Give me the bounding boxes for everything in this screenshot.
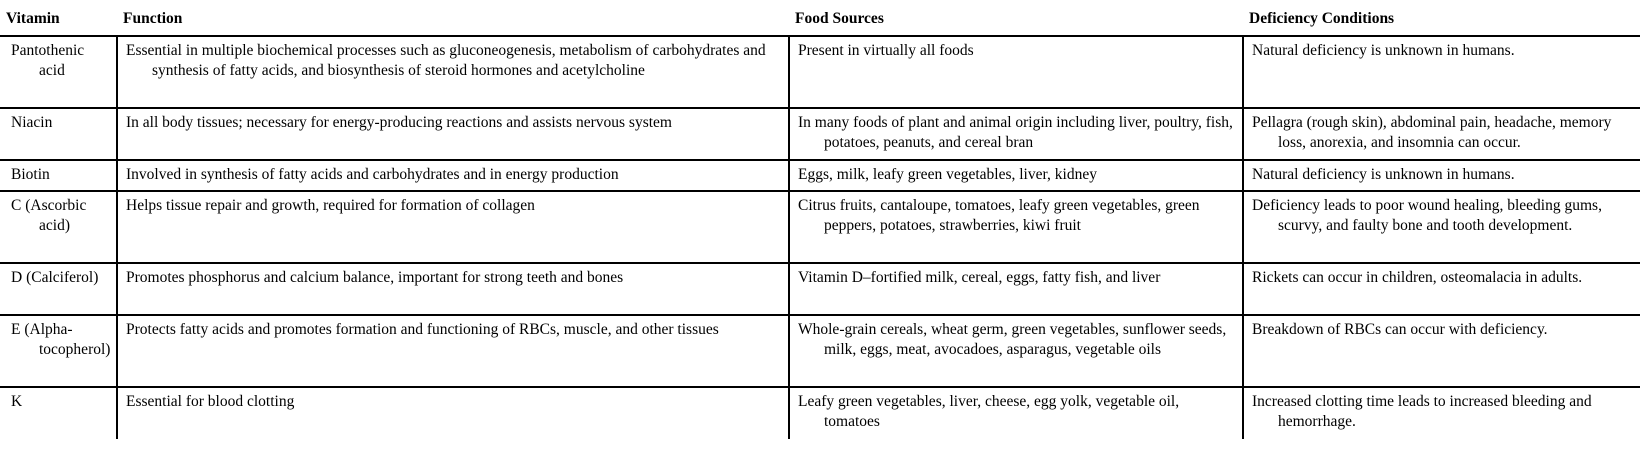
table-row [0, 315, 1640, 387]
cell-function [117, 36, 789, 108]
cell-deficiency [1243, 263, 1640, 315]
cell-vitamin [0, 160, 117, 191]
deficiency-text: Deficiency leads to poor wound healing, bleeding gums, scurvy, and faulty bone and tooth development. [1252, 197, 1602, 234]
cell-vitamin [0, 191, 117, 263]
deficiency-text: Rickets can occur in children, osteomalacia in adults. [1252, 269, 1583, 286]
cell-vitamin [0, 36, 117, 108]
food-sources-text: Whole-grain cereals, wheat germ, green vegetables, sunflower seeds, milk, eggs, meat, avocadoes, asparagus, vegetable oils [798, 321, 1227, 358]
deficiency-text: Natural deficiency is unknown in humans. [1252, 42, 1515, 59]
table-row [0, 36, 1640, 108]
cell-vitamin [0, 108, 117, 160]
cell-food-sources [789, 263, 1243, 315]
food-sources-text: Leafy green vegetables, liver, cheese, egg yolk, vegetable oil, tomatoes [798, 393, 1180, 430]
function-text: Essential in multiple biochemical processes such as gluconeogenesis, metabolism of carbohydrates and synthesis of fatty acids, and biosynthesis of steroid hormones and acetylcholine [126, 42, 766, 79]
food-sources-text: Present in virtually all foods [798, 42, 974, 59]
food-sources-text: Citrus fruits, cantaloupe, tomatoes, leafy green vegetables, green peppers, potatoes, strawberries, kiwi fruit [798, 197, 1200, 234]
cell-food-sources [789, 387, 1243, 439]
vitamin-name: D (Calciferol) [11, 269, 99, 286]
cell-function [117, 315, 789, 387]
deficiency-text: Pellagra (rough skin), abdominal pain, headache, memory loss, anorexia, and insomnia can occur. [1252, 114, 1612, 151]
cell-food-sources [789, 191, 1243, 263]
function-text: Promotes phosphorus and calcium balance, important for strong teeth and bones [126, 269, 624, 286]
cell-deficiency [1243, 315, 1640, 387]
food-sources-text: Eggs, milk, leafy green vegetables, liver, kidney [798, 166, 1097, 183]
table-row [0, 160, 1640, 191]
cell-deficiency [1243, 108, 1640, 160]
cell-vitamin [0, 387, 117, 439]
table-row [0, 263, 1640, 315]
vitamin-name: K [11, 393, 23, 410]
cell-deficiency [1243, 36, 1640, 108]
cell-function [117, 108, 789, 160]
function-text: In all body tissues; necessary for energy-producing reactions and assists nervous system [126, 114, 672, 131]
vitamin-name: Niacin [11, 114, 53, 131]
header-food-sources: Food Sources [789, 0, 1243, 36]
vitamin-name: E (Alpha-tocopherol) [11, 321, 111, 358]
header-function: Function [117, 0, 789, 36]
vitamin-name: Biotin [11, 166, 50, 183]
table-header-row [0, 0, 1640, 36]
cell-vitamin [0, 263, 117, 315]
function-text: Involved in synthesis of fatty acids and carbohydrates and in energy production [126, 166, 619, 183]
cell-function [117, 387, 789, 439]
cell-function [117, 160, 789, 191]
table-row [0, 108, 1640, 160]
cell-food-sources [789, 36, 1243, 108]
deficiency-text: Breakdown of RBCs can occur with deficiency. [1252, 321, 1548, 338]
vitamin-name: C (Ascorbic acid) [11, 197, 87, 234]
deficiency-text: Increased clotting time leads to increased bleeding and hemorrhage. [1252, 393, 1592, 430]
cell-function [117, 191, 789, 263]
cell-food-sources [789, 315, 1243, 387]
cell-function [117, 263, 789, 315]
deficiency-text: Natural deficiency is unknown in humans. [1252, 166, 1515, 183]
cell-food-sources [789, 160, 1243, 191]
cell-deficiency [1243, 191, 1640, 263]
function-text: Essential for blood clotting [126, 393, 295, 410]
cell-deficiency [1243, 160, 1640, 191]
vitamin-name: Pantothenic acid [11, 42, 85, 79]
function-text: Protects fatty acids and promotes formation and functioning of RBCs, muscle, and other tissues [126, 321, 719, 338]
food-sources-text: Vitamin D–fortified milk, cereal, eggs, fatty fish, and liver [798, 269, 1161, 286]
cell-vitamin [0, 315, 117, 387]
cell-deficiency [1243, 387, 1640, 439]
table-row [0, 387, 1640, 439]
table-row [0, 191, 1640, 263]
cell-food-sources [789, 108, 1243, 160]
food-sources-text: In many foods of plant and animal origin including liver, poultry, fish, potatoes, peanuts, and cereal bran [798, 114, 1233, 151]
header-vitamin: Vitamin [0, 0, 117, 36]
header-deficiency: Deficiency Conditions [1243, 0, 1640, 36]
function-text: Helps tissue repair and growth, required for formation of collagen [126, 197, 535, 214]
